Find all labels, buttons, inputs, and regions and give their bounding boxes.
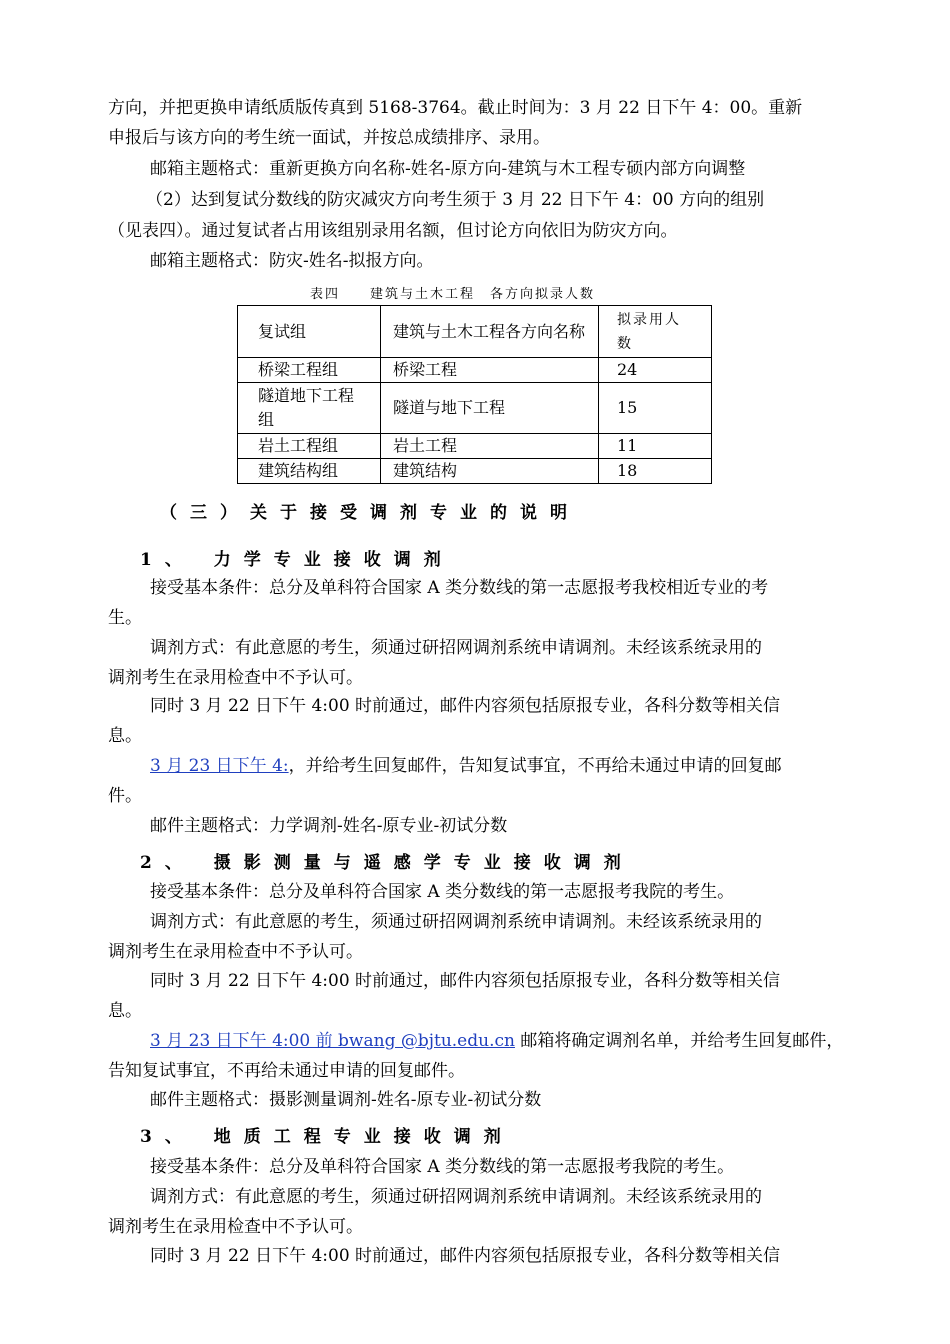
table-cell: 岩土工程	[381, 434, 599, 459]
subsection-heading: 1、 力学专业接收调剂	[140, 550, 454, 570]
table-cell: 桥梁工程组	[238, 358, 381, 383]
paragraph-line: 息。	[108, 726, 142, 746]
paragraph-line: 3 月 23 日下午 4:，并给考生回复邮件，告知复试事宜，不再给未通过申请的回复邮	[150, 756, 782, 776]
paragraph-line: 邮箱主题格式：防灾-姓名-拟报方向。	[150, 251, 434, 271]
paragraph-line: 同时 3 月 22 日下午 4:00 时前通过，邮件内容须包括原报专业，各科分数等相关信	[150, 971, 781, 991]
paragraph-line: 生。	[108, 608, 142, 628]
quota-table	[237, 305, 712, 484]
paragraph-line: 调剂考生在录用检查中不予认可。	[108, 942, 363, 962]
paragraph-line: 同时 3 月 22 日下午 4:00 时前通过，邮件内容须包括原报专业，各科分数等相关信	[150, 696, 781, 716]
paragraph-line: 接受基本条件：总分及单科符合国家 A 类分数线的第一志愿报考我校相近专业的考	[150, 578, 769, 598]
paragraph-line: 邮件主题格式：摄影测量调剂-姓名-原专业-初试分数	[150, 1090, 542, 1110]
subsection-heading: 3、 地质工程专业接收调剂	[140, 1127, 514, 1147]
table-header-row	[238, 306, 712, 358]
table-cell: 建筑结构组	[238, 459, 381, 484]
table-caption-label: 表四	[310, 287, 341, 302]
table-cell: 岩土工程组	[238, 434, 381, 459]
table-cell: 隧道与地下工程	[381, 383, 599, 434]
paragraph-line: 调剂考生在录用检查中不予认可。	[108, 668, 363, 688]
paragraph-line: （2）达到复试分数线的防灾减灾方向考生须于 3 月 22 日下午 4：00 方向的组别	[146, 190, 765, 210]
table-row	[238, 383, 712, 434]
paragraph-line: 同时 3 月 22 日下午 4:00 时前通过，邮件内容须包括原报专业，各科分数等相关信	[150, 1246, 781, 1266]
table-cell: 11	[599, 434, 712, 459]
paragraph-line: 调剂方式：有此意愿的考生，须通过研招网调剂系统申请调剂。未经该系统录用的	[150, 912, 762, 932]
table-header-cell: 拟录用人数	[599, 306, 712, 358]
date-link[interactable]: 3 月 23 日下午 4:	[150, 756, 289, 776]
table-cell: 15	[599, 383, 712, 434]
table-cell: 18	[599, 459, 712, 484]
paragraph-line: 息。	[108, 1001, 142, 1021]
paragraph-line: 3 月 23 日下午 4:00 前 bwang @bjtu.edu.cn 邮箱将确定调剂名单，并给考生回复邮件，	[150, 1031, 844, 1051]
table-cell: 隧道地下工程组	[238, 383, 381, 434]
table-caption-title: 建筑与土木工程 各方向拟录人数	[370, 287, 596, 302]
subsection-heading: 2、 摄影测量与遥感学专业接收调剂	[140, 853, 634, 873]
table-header-cell: 建筑与土木工程各方向名称	[381, 306, 599, 358]
paragraph-line: 接受基本条件：总分及单科符合国家 A 类分数线的第一志愿报考我院的考生。	[150, 1157, 735, 1177]
paragraph-line: 邮件主题格式：力学调剂-姓名-原专业-初试分数	[150, 816, 508, 836]
paragraph-line: 调剂考生在录用检查中不予认可。	[108, 1217, 363, 1237]
table-cell: 建筑结构	[381, 459, 599, 484]
paragraph-line: （见表四）。通过复试者占用该组别录用名额，但讨论方向依旧为防灾方向。	[108, 221, 678, 241]
paragraph-line: 接受基本条件：总分及单科符合国家 A 类分数线的第一志愿报考我院的考生。	[150, 882, 735, 902]
section-heading: （三）关于接受调剂专业的说明	[160, 503, 580, 523]
paragraph-line: 申报后与该方向的考生统一面试，并按总成绩排序、录用。	[108, 128, 550, 148]
paragraph-line: 件。	[108, 786, 142, 806]
table-row	[238, 434, 712, 459]
paragraph-line: 调剂方式：有此意愿的考生，须通过研招网调剂系统申请调剂。未经该系统录用的	[150, 638, 762, 658]
email-link[interactable]: 3 月 23 日下午 4:00 前 bwang @bjtu.edu.cn	[150, 1031, 515, 1051]
paragraph-line: 告知复试事宜，不再给未通过申请的回复邮件。	[108, 1061, 465, 1081]
table-header-cell: 复试组	[238, 306, 381, 358]
table-row	[238, 459, 712, 484]
paragraph-line: 调剂方式：有此意愿的考生，须通过研招网调剂系统申请调剂。未经该系统录用的	[150, 1187, 762, 1207]
paragraph-line: 邮箱主题格式：重新更换方向名称-姓名-原方向-建筑与木工程专硕内部方向调整	[150, 159, 746, 179]
table-cell: 24	[599, 358, 712, 383]
table-cell: 桥梁工程	[381, 358, 599, 383]
paragraph-line: 方向，并把更换申请纸质版传真到 5168-3764。截止时间为：3 月 22 日下午 4：00。重新	[108, 98, 803, 118]
table-row	[238, 358, 712, 383]
table-caption	[310, 283, 595, 302]
